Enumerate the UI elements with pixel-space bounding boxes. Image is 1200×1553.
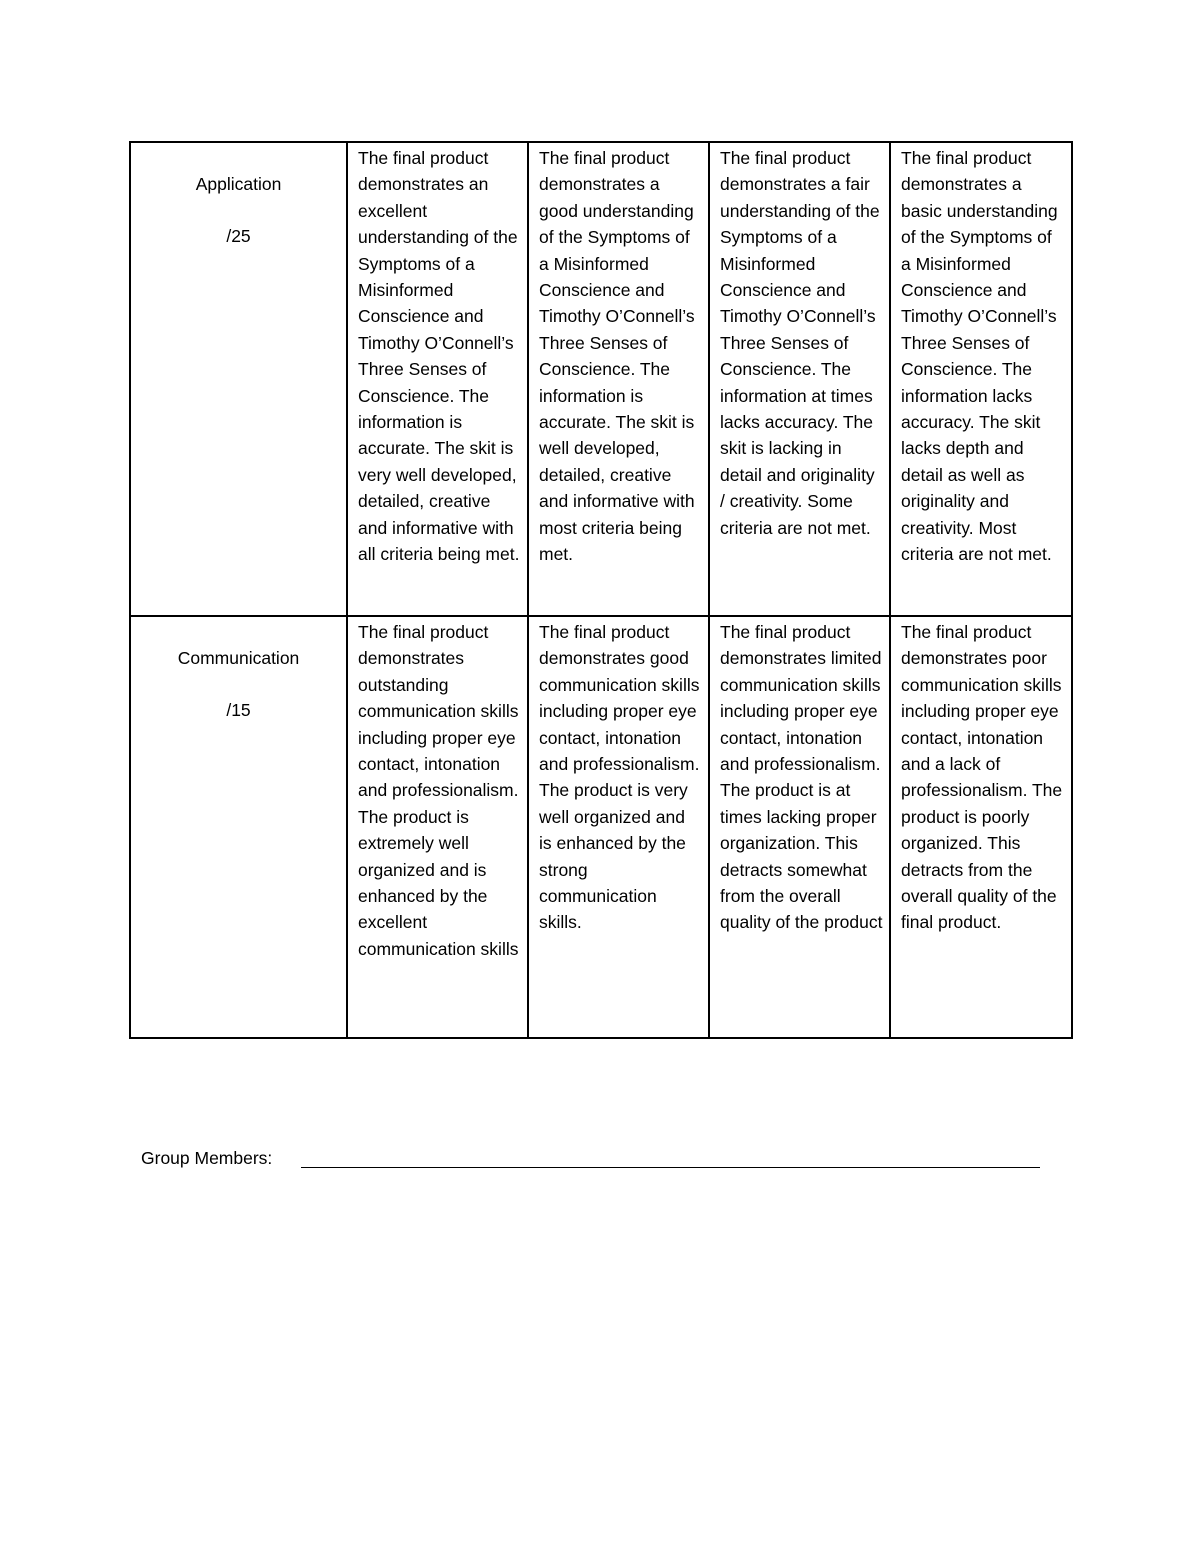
group-members-label: Group Members: [141, 1148, 273, 1168]
rubric-row-application [130, 142, 1072, 616]
group-members-blank-line[interactable] [301, 1167, 1040, 1168]
level-description: The final product demonstrates limited communication skills including proper eye contact, intonation and professionalism. The product is at times lacking proper organization. This detracts somewhat from the overall quality of the product [709, 616, 890, 1038]
level-description: The final product demonstrates good communication skills including proper eye contact, intonation and professionalism. The product is very well organized and is enhanced by the strong communication skills. [528, 616, 709, 1038]
rubric-table [129, 141, 1073, 1039]
criterion-cell [130, 142, 347, 616]
level-description: The final product demonstrates a good understanding of the Symptoms of a Misinformed Conscience and Timothy O’Connell’s Three Senses of Conscience. The information is accurate. The skit is well developed, detailed, creative and informative with most criteria being met. [528, 142, 709, 616]
criterion-cell [130, 616, 347, 1038]
criterion-name: Application [195, 174, 282, 194]
level-description: The final product demonstrates a basic understanding of the Symptoms of a Misinformed Conscience and Timothy O’Connell’s Three Senses of Conscience. The information lacks accuracy. The skit lacks depth and detail as well as originality and creativity. Most criteria are not met. [890, 142, 1072, 616]
criterion-name: Communication [177, 648, 300, 668]
criterion-score: /15 [226, 700, 251, 721]
level-description: The final product demonstrates poor communication skills including proper eye contact, intonation and a lack of professionalism. The product is poorly organized. This detracts from the overall quality of the final product. [890, 616, 1072, 1038]
criterion-score: /25 [226, 226, 251, 247]
level-description: The final product demonstrates outstanding communication skills including proper eye contact, intonation and professionalism. The product is extremely well organized and is enhanced by the excellent communication skills [347, 616, 528, 1038]
rubric-row-communication [130, 616, 1072, 1038]
level-description: The final product demonstrates an excellent understanding of the Symptoms of a Misinformed Conscience and Timothy O’Connell’s Three Senses of Conscience. The information is accurate. The skit is very well developed, detailed, creative and informative with all criteria being met. [347, 142, 528, 616]
level-description: The final product demonstrates a fair understanding of the Symptoms of a Misinformed Conscience and Timothy O’Connell’s Three Senses of Conscience. The information at times lacks accuracy. The skit is lacking in detail and originality / creativity. Some criteria are not met. [709, 142, 890, 616]
